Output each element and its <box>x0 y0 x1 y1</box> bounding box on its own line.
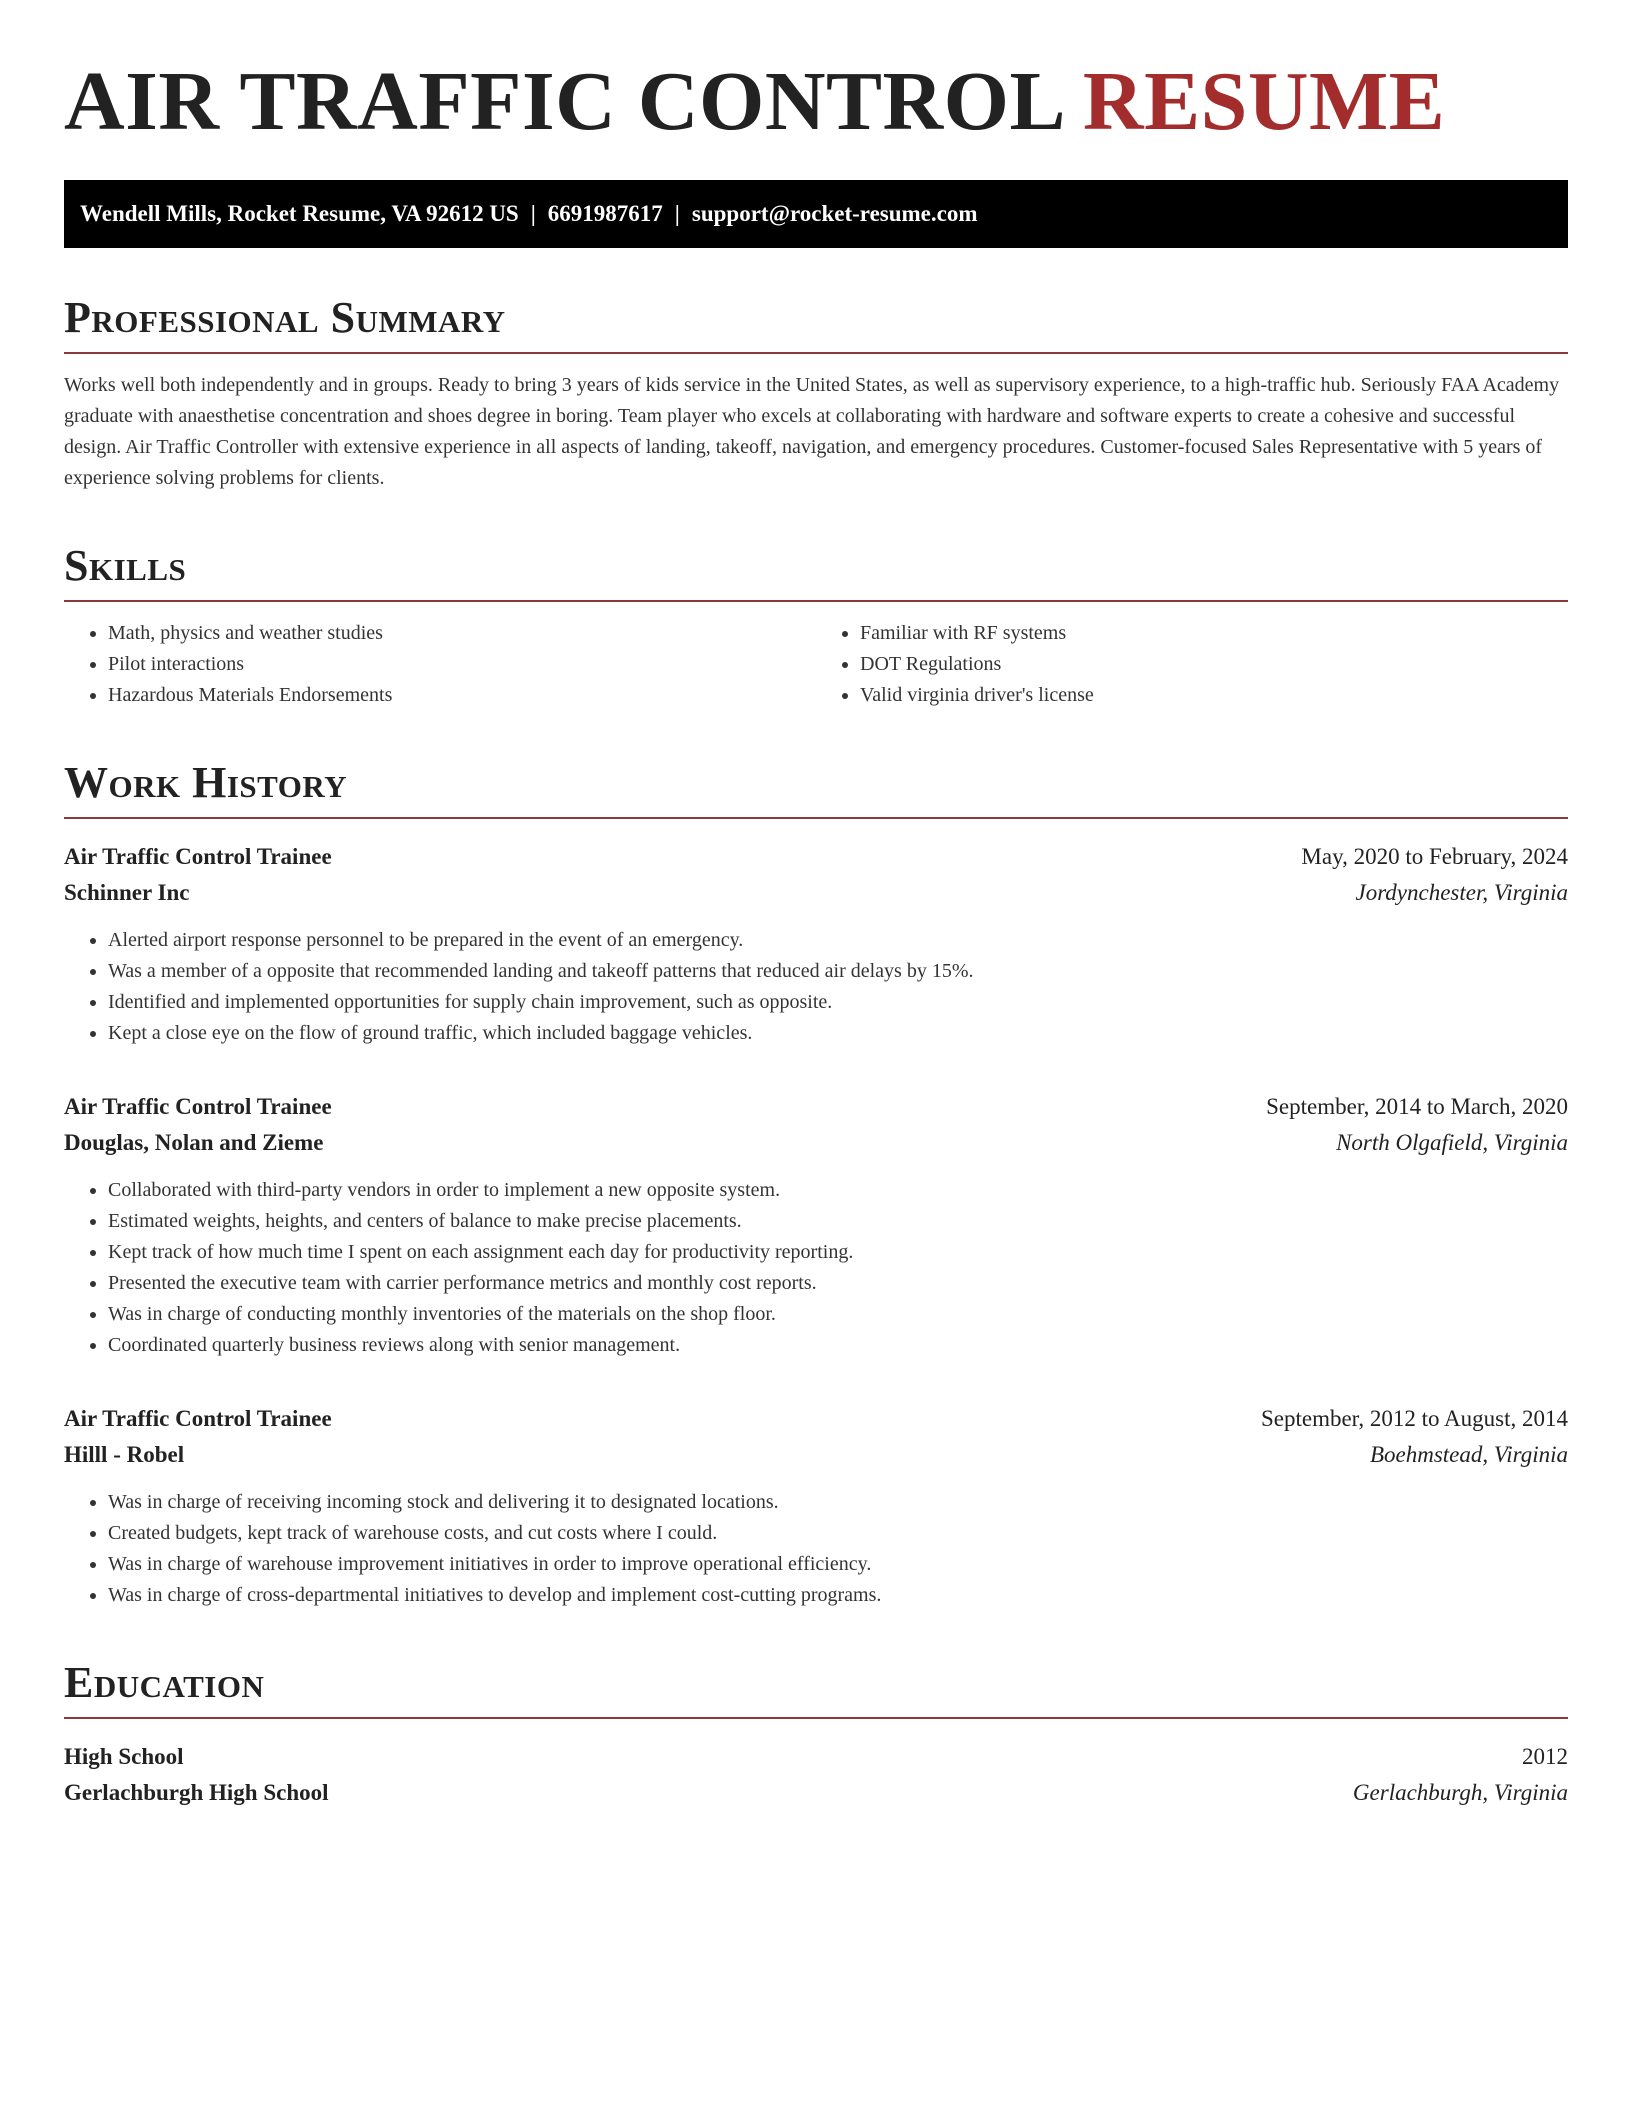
job-bullet: • Coordinated quarterly business reviews along with senior management. <box>108 1330 1568 1361</box>
title-main: AIR TRAFFIC CONTROL <box>64 55 1062 148</box>
education-school-row <box>64 1775 1568 1811</box>
job-company-row <box>64 875 1568 911</box>
section-heading-education: Education <box>64 1657 1568 1719</box>
section-heading-skills: Skills <box>64 540 1568 602</box>
summary-text: Works well both independently and in groups. Ready to bring 3 years of kids service in the United States, as well as supervisory experience, to a high-traffic hub. Seriously FAA Academy graduate with anaesthetise concentration and shoes degree in boring. Team player who excels at collaborating with hardware and software experts to create a cohesive and successful design. Air Traffic Controller with extensive experience in all aspects of landing, takeoff, navigation, and emergency procedures. Customer-focused Sales Representative with 5 years of experience solving problems for clients. <box>64 374 1560 489</box>
job-entry <box>64 1089 1568 1361</box>
section-heading-summary: Professional Summary <box>64 292 1568 354</box>
job-header-row <box>64 1401 1568 1437</box>
job-bullets <box>64 1175 1568 1361</box>
job-header-row <box>64 1089 1568 1125</box>
job-title: Air Traffic Control Trainee <box>64 1406 332 1431</box>
job-entry <box>64 839 1568 1049</box>
skills-list <box>64 618 1568 711</box>
job-bullet: • Was a member of a opposite that recommended landing and takeoff patterns that reduced air delays by 15%. <box>108 956 1568 987</box>
contact-bar <box>64 180 1568 248</box>
job-bullet: • Alerted airport response personnel to be prepared in the event of an emergency. <box>108 925 1568 956</box>
skill-item: • DOT Regulations <box>860 649 1568 680</box>
job-bullets <box>64 1487 1568 1611</box>
contact-email: support@rocket-resume.com <box>691 201 978 226</box>
job-dates: May, 2020 to February, 2024 <box>1301 844 1568 869</box>
section-heading-work: Work History <box>64 757 1568 819</box>
job-company-row <box>64 1125 1568 1161</box>
job-title: Air Traffic Control Trainee <box>64 1094 332 1119</box>
skill-item: • Pilot interactions <box>108 649 816 680</box>
education-entry <box>64 1739 1568 1811</box>
skill-item: • Valid virginia driver's license <box>860 680 1568 711</box>
job-title: Air Traffic Control Trainee <box>64 844 332 869</box>
education-year: 2012 <box>1522 1744 1568 1769</box>
education-degree: High School <box>64 1744 184 1769</box>
contact-address: Wendell Mills, Rocket Resume, VA 92612 US <box>80 201 519 226</box>
job-bullet: • Kept track of how much time I spent on each assignment each day for productivity reporting. <box>108 1237 1568 1268</box>
job-bullet: • Created budgets, kept track of warehouse costs, and cut costs where I could. <box>108 1518 1568 1549</box>
skill-item: • Math, physics and weather studies <box>108 618 816 649</box>
job-bullet: • Was in charge of cross-departmental initiatives to develop and implement cost-cutting programs. <box>108 1580 1568 1611</box>
job-bullet: • Presented the executive team with carrier performance metrics and monthly cost reports. <box>108 1268 1568 1299</box>
job-bullets <box>64 925 1568 1049</box>
job-dates: September, 2012 to August, 2014 <box>1260 1406 1568 1431</box>
job-company: Schinner Inc <box>64 880 190 905</box>
job-location: Jordynchester, Virginia <box>1355 880 1568 905</box>
job-bullet: • Identified and implemented opportunities for supply chain improvement, such as opposite. <box>108 987 1568 1018</box>
education-location: Gerlachburgh, Virginia <box>1352 1780 1568 1805</box>
job-location: North Olgafield, Virginia <box>1336 1130 1568 1155</box>
contact-phone: 6691987617 <box>547 201 663 226</box>
job-company: Hilll - Robel <box>64 1442 185 1467</box>
title-accent: RESUME <box>1082 55 1446 148</box>
contact-separator: | <box>674 201 680 226</box>
job-entry <box>64 1401 1568 1611</box>
job-dates: September, 2014 to March, 2020 <box>1266 1094 1568 1119</box>
job-bullet: • Was in charge of receiving incoming stock and delivering it to designated locations. <box>108 1487 1568 1518</box>
contact-separator: | <box>530 201 536 226</box>
resume-title <box>64 52 1568 152</box>
education-header-row <box>64 1739 1568 1775</box>
job-location: Boehmstead, Virginia <box>1369 1442 1568 1467</box>
job-company-row <box>64 1437 1568 1473</box>
education-school: Gerlachburgh High School <box>64 1780 329 1805</box>
skill-item: • Familiar with RF systems <box>860 618 1568 649</box>
skills-column-left <box>64 618 816 711</box>
job-bullet: • Collaborated with third-party vendors in order to implement a new opposite system. <box>108 1175 1568 1206</box>
skill-item: • Hazardous Materials Endorsements <box>108 680 816 711</box>
job-header-row <box>64 839 1568 875</box>
job-bullet: • Was in charge of conducting monthly inventories of the materials on the shop floor. <box>108 1299 1568 1330</box>
job-bullet: • Was in charge of warehouse improvement initiatives in order to improve operational efficiency. <box>108 1549 1568 1580</box>
skills-column-right <box>816 618 1568 711</box>
job-company: Douglas, Nolan and Zieme <box>64 1130 324 1155</box>
job-bullet: • Kept a close eye on the flow of ground traffic, which included baggage vehicles. <box>108 1018 1568 1049</box>
job-bullet: • Estimated weights, heights, and centers of balance to make precise placements. <box>108 1206 1568 1237</box>
